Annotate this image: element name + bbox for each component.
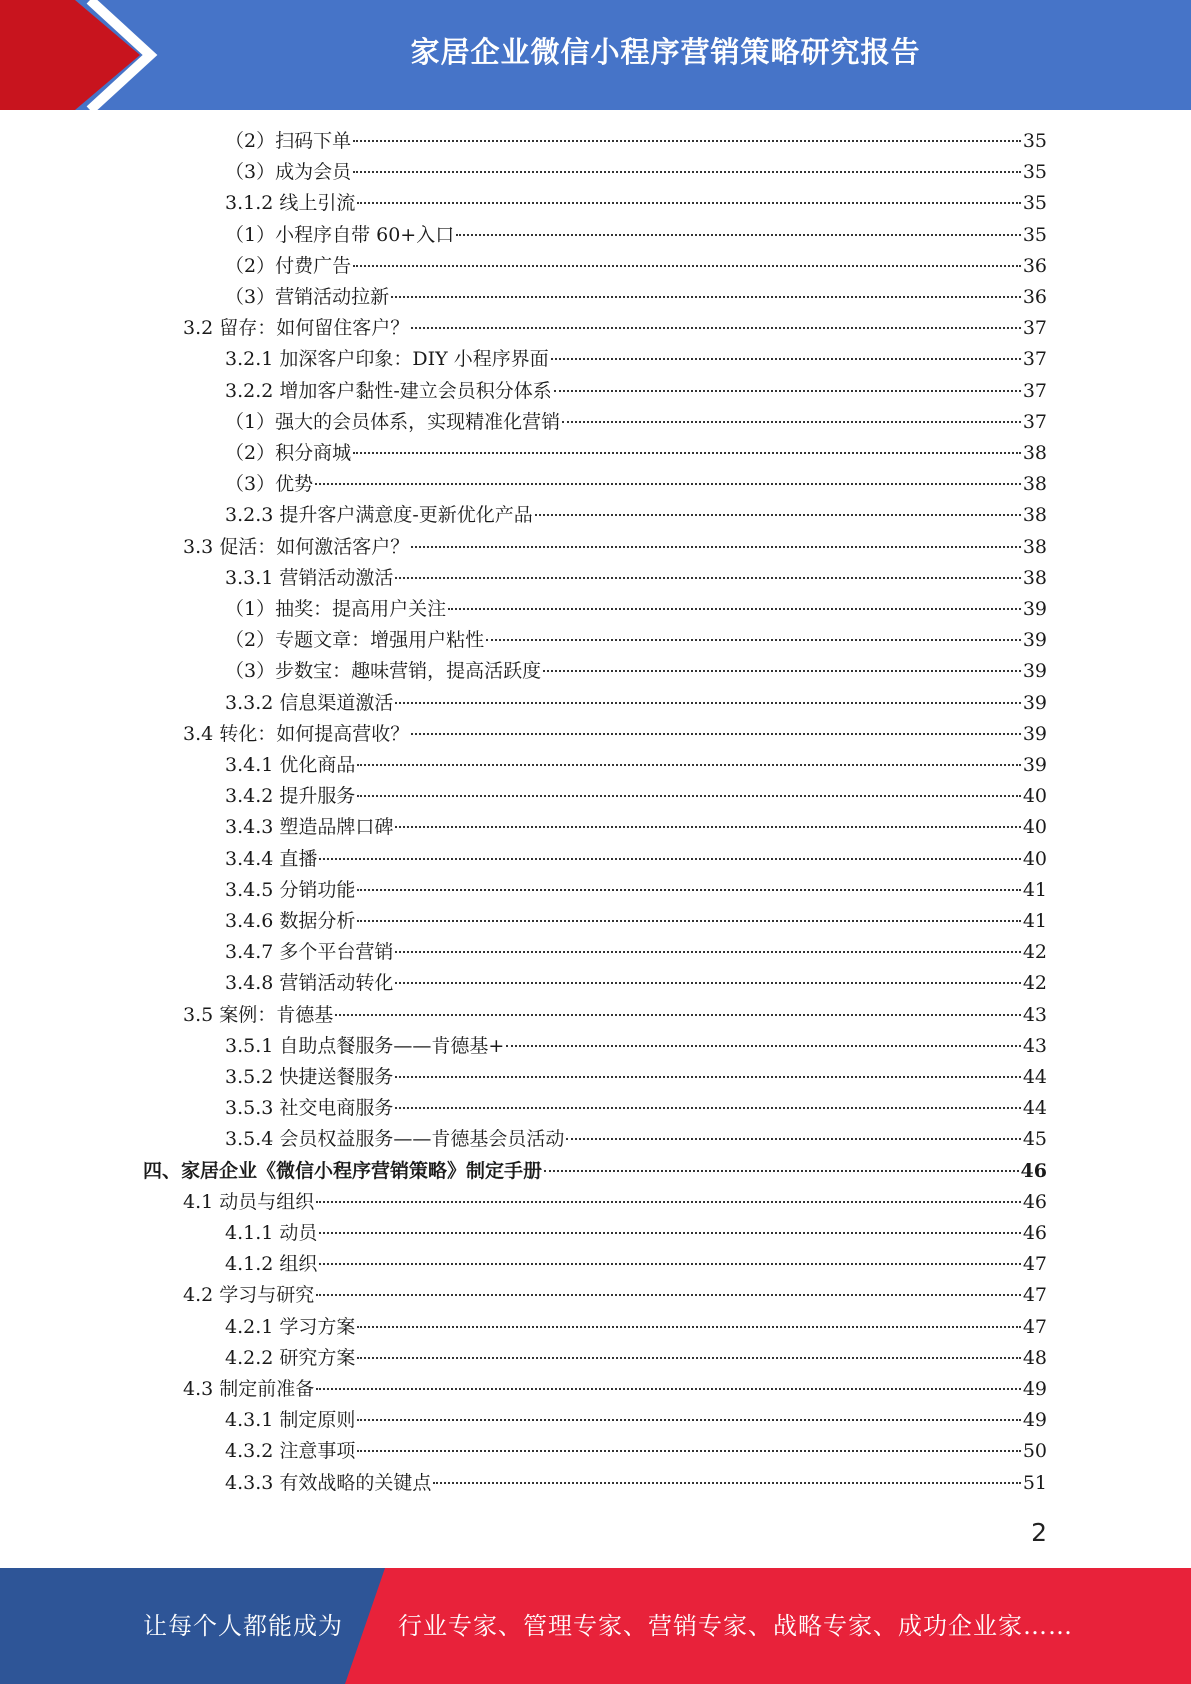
toc-leader-dots [357,202,1020,204]
toc-leader-dots [353,265,1021,267]
toc-entry-page: 39 [1022,692,1047,714]
toc-entry-label: 4.3.2 注意事项 [225,1440,356,1462]
toc-entry-label: 4.3 制定前准备 [183,1378,315,1400]
toc-entry-label: （3）营销活动拉新 [225,286,390,308]
toc-entry[interactable] [143,1157,1047,1185]
toc-entry-page: 47 [1022,1316,1047,1338]
toc-leader-dots [566,1138,1020,1140]
toc-entry-label: 3.4.1 优化商品 [225,754,356,776]
toc-entry[interactable] [225,470,1047,498]
toc-entry-label: （1）强大的会员体系，实现精准化营销 [225,411,561,433]
toc-entry-label: 4.3.3 有效战略的关键点 [225,1472,432,1494]
page-number: 2 [1031,1518,1047,1547]
toc-leader-dots [411,733,1021,735]
footer-banner [0,1568,1191,1684]
toc-entry[interactable] [225,501,1047,529]
toc-entry-page: 46 [1022,1222,1047,1244]
toc-entry-label: （1）抽奖：提高用户关注 [225,598,447,620]
toc-entry-page: 45 [1022,1128,1047,1150]
toc-leader-dots [316,1201,1021,1203]
toc-entry[interactable] [225,1094,1047,1122]
toc-entry[interactable] [225,689,1047,717]
toc-entry-label: 3.5 案例：肯德基 [183,1004,334,1026]
toc-entry-page: 44 [1022,1097,1047,1119]
toc-leader-dots [448,608,1021,610]
toc-entry-page: 40 [1022,785,1047,807]
toc-entry[interactable] [183,1188,1047,1216]
toc-entry[interactable] [225,564,1047,592]
toc-entry-page: 40 [1022,848,1047,870]
toc-entry-label: （3）优势 [225,473,314,495]
toc-entry-page: 49 [1022,1378,1047,1400]
toc-leader-dots [357,764,1020,766]
toc-entry[interactable] [225,595,1047,623]
toc-entry-page: 37 [1022,411,1047,433]
toc-entry[interactable] [225,345,1047,373]
toc-entry[interactable] [225,1063,1047,1091]
toc-entry-label: 四、家居企业《微信小程序营销策略》制定手册 [143,1160,543,1182]
toc-entry-page: 35 [1022,130,1047,152]
toc-entry[interactable] [225,221,1047,249]
toc-entry-page: 49 [1022,1409,1047,1431]
toc-entry-label: 4.2.1 学习方案 [225,1316,356,1338]
toc-entry[interactable] [183,314,1047,342]
toc-entry-page: 39 [1022,629,1047,651]
document-title: 家居企业微信小程序营销策略研究报告 [410,34,921,69]
toc-entry[interactable] [225,813,1047,841]
toc-entry-label: 3.3.2 信息渠道激活 [225,692,394,714]
toc-entry-page: 44 [1022,1066,1047,1088]
toc-leader-dots [315,483,1021,485]
toc-entry-page: 42 [1022,972,1047,994]
toc-leader-dots [357,1419,1020,1421]
toc-leader-dots [357,1450,1020,1452]
toc-entry-page: 35 [1022,192,1047,214]
toc-leader-dots [319,1232,1020,1234]
toc-leader-dots [395,826,1020,828]
toc-entry[interactable] [225,1437,1047,1465]
toc-entry-label: （2）付费广告 [225,255,352,277]
toc-entry-label: 3.5.2 快捷送餐服务 [225,1066,394,1088]
toc-entry-label: 3.4.4 直播 [225,848,318,870]
toc-entry[interactable] [225,1032,1047,1060]
toc-entry-label: 3.4.6 数据分析 [225,910,356,932]
toc-entry-label: 4.1.1 动员 [225,1222,318,1244]
toc-entry-label: 3.2 留存：如何留住客户？ [183,317,410,339]
toc-entry[interactable] [183,1281,1047,1309]
toc-entry-page: 35 [1022,161,1047,183]
toc-entry-page: 37 [1022,317,1047,339]
toc-entry-page: 36 [1022,255,1047,277]
toc-entry-label: 3.5.1 自助点餐服务——肯德基+ [225,1035,505,1057]
toc-entry-label: （3）成为会员 [225,161,352,183]
toc-entry[interactable] [225,1406,1047,1434]
toc-entry-page: 47 [1022,1284,1047,1306]
toc-leader-dots [535,514,1021,516]
toc-entry[interactable] [225,1313,1047,1341]
toc-entry[interactable] [225,845,1047,873]
toc-entry[interactable] [225,1250,1047,1278]
toc-leader-dots [456,234,1021,236]
toc-leader-dots [395,577,1020,579]
toc-entry-page: 35 [1022,224,1047,246]
toc-entry[interactable] [225,1344,1047,1372]
toc-leader-dots [395,702,1020,704]
toc-entry-label: 3.2.1 加深客户印象：DIY 小程序界面 [225,348,549,370]
toc-leader-dots [316,1294,1021,1296]
toc-entry[interactable] [183,1001,1047,1029]
toc-entry-label: 3.2.2 增加客户黏性-建立会员积分体系 [225,380,552,402]
toc-entry-label: 3.3.1 营销活动激活 [225,567,394,589]
toc-leader-dots [391,296,1021,298]
toc-entry[interactable] [225,782,1047,810]
toc-leader-dots [353,452,1021,454]
toc-entry-label: 3.3 促活：如何激活客户？ [183,536,410,558]
footer-slogan-right: 行业专家、管理专家、营销专家、战略专家、成功企业家…… [398,1612,1073,1640]
toc-entry-page: 38 [1022,473,1047,495]
toc-entry-label: 3.5.3 社交电商服务 [225,1097,394,1119]
toc-entry-label: （2）扫码下单 [225,130,352,152]
toc-leader-dots [506,1045,1021,1047]
toc-leader-dots [357,1326,1020,1328]
toc-entry[interactable] [225,377,1047,405]
toc-entry[interactable] [225,283,1047,311]
toc-entry-label: 4.2.2 研究方案 [225,1347,356,1369]
toc-leader-dots [544,1170,1019,1172]
toc-entry-page: 42 [1022,941,1047,963]
toc-leader-dots [319,858,1020,860]
toc-leader-dots [319,1263,1020,1265]
toc-entry-label: 4.2 学习与研究 [183,1284,315,1306]
toc-entry[interactable] [225,158,1047,186]
toc-leader-dots [411,546,1021,548]
toc-entry-page: 37 [1022,348,1047,370]
toc-leader-dots [357,920,1020,922]
toc-entry-page: 41 [1022,879,1047,901]
toc-leader-dots [395,982,1020,984]
toc-entry[interactable] [225,189,1047,217]
toc-entry-label: 3.4.3 塑造品牌口碑 [225,816,394,838]
toc-entry-page: 46 [1020,1160,1047,1182]
toc-entry[interactable] [183,720,1047,748]
toc-entry-label: 3.4 转化：如何提高营收？ [183,723,410,745]
toc-entry-page: 41 [1022,910,1047,932]
toc-leader-dots [433,1482,1020,1484]
toc-entry-page: 50 [1022,1440,1047,1462]
toc-entry[interactable] [225,938,1047,966]
toc-entry-page: 47 [1022,1253,1047,1275]
toc-entry-label: （2）专题文章：增强用户粘性 [225,629,485,651]
toc-entry[interactable] [225,127,1047,155]
toc-leader-dots [357,889,1020,891]
toc-entry-page: 39 [1022,598,1047,620]
toc-entry-page: 46 [1022,1191,1047,1213]
toc-entry-label: 3.2.3 提升客户满意度-更新优化产品 [225,504,533,526]
toc-entry-page: 43 [1022,1004,1047,1026]
toc-entry-label: 3.4.2 提升服务 [225,785,356,807]
toc-leader-dots [411,327,1021,329]
toc-entry[interactable] [225,907,1047,935]
toc-entry-page: 38 [1022,504,1047,526]
toc-leader-dots [562,421,1021,423]
toc-entry-page: 39 [1022,723,1047,745]
toc-entry[interactable] [225,876,1047,904]
toc-entry-label: 4.1 动员与组织 [183,1191,315,1213]
toc-entry-label: 3.4.5 分销功能 [225,879,356,901]
toc-entry-page: 36 [1022,286,1047,308]
toc-leader-dots [316,1388,1021,1390]
toc-entry[interactable] [225,408,1047,436]
toc-entry-page: 39 [1022,660,1047,682]
toc-leader-dots [357,1357,1020,1359]
toc-leader-dots [335,1014,1021,1016]
toc-leader-dots [353,140,1021,142]
toc-entry-label: 3.4.7 多个平台营销 [225,941,394,963]
toc-entry[interactable] [225,1125,1047,1153]
toc-leader-dots [554,390,1021,392]
toc-entry-page: 48 [1022,1347,1047,1369]
toc-entry-label: 3.5.4 会员权益服务——肯德基会员活动 [225,1128,565,1150]
footer-slogan-left: 让每个人都能成为 [143,1612,343,1640]
toc-leader-dots [486,639,1021,641]
toc-entry-label: （2）积分商城 [225,442,352,464]
toc-entry-page: 51 [1022,1472,1047,1494]
toc-entry[interactable] [225,969,1047,997]
toc-entry-page: 38 [1022,567,1047,589]
toc-entry[interactable] [225,1219,1047,1247]
toc-entry[interactable] [225,1469,1047,1497]
toc-leader-dots [551,358,1021,360]
toc-leader-dots [395,1107,1020,1109]
toc-entry-label: 3.1.2 线上引流 [225,192,356,214]
toc-entry-label: 4.3.1 制定原则 [225,1409,356,1431]
toc-entry-page: 43 [1022,1035,1047,1057]
toc-entry-label: （1）小程序自带 60+入口 [225,224,455,246]
toc-leader-dots [395,1076,1020,1078]
toc-entry-page: 38 [1022,442,1047,464]
toc-leader-dots [543,670,1021,672]
toc-entry[interactable] [225,657,1047,685]
toc-leader-dots [353,171,1021,173]
toc-entry[interactable] [183,1375,1047,1403]
toc-entry-label: （3）步数宝：趣味营销，提高活跃度 [225,660,542,682]
toc-entry-page: 40 [1022,816,1047,838]
toc-entry[interactable] [225,252,1047,280]
toc-entry[interactable] [225,626,1047,654]
toc-entry-page: 39 [1022,754,1047,776]
toc-entry-label: 3.4.8 营销活动转化 [225,972,394,994]
toc-entry-label: 4.1.2 组织 [225,1253,318,1275]
toc-entry[interactable] [183,533,1047,561]
header-banner [0,0,1191,110]
toc-entry[interactable] [225,751,1047,779]
toc-leader-dots [395,951,1020,953]
toc-leader-dots [357,795,1020,797]
toc-entry[interactable] [225,439,1047,467]
toc-entry-page: 38 [1022,536,1047,558]
toc-entry-page: 37 [1022,380,1047,402]
